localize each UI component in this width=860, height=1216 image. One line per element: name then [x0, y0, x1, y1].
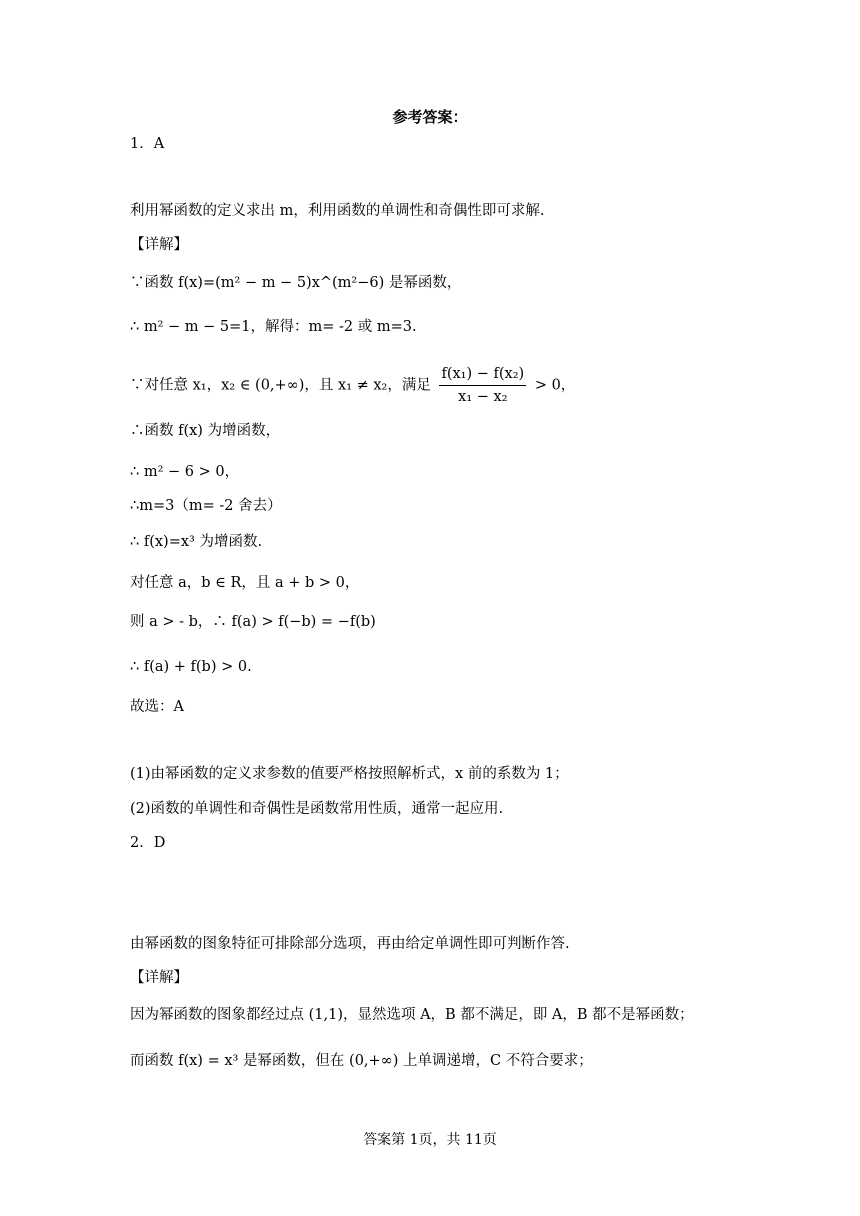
answer-choice-1: 故选：A: [130, 699, 184, 715]
step-increasing: ∴函数 f(x) 为增函数，: [130, 423, 281, 439]
step-graph-point: 因为幂函数的图象都经过点 (1,1)，显然选项 A，B 都不满足，即 A，B 都不是幂函数；: [130, 1007, 694, 1023]
step-conclusion: ∴ f(a) + f(b) > 0.: [130, 659, 252, 675]
step-power-function: ∵函数 f(x)=(m² − m − 5)x^(m²−6) 是幂函数，: [130, 275, 462, 291]
step-any-ab: 对任意 a，b ∈ R，且 a + b > 0，: [130, 575, 360, 591]
difference-quotient: [439, 364, 526, 407]
page-title: 参考答案：: [392, 108, 468, 126]
step-f-cube: ∴ f(x)=x³ 为增函数.: [130, 534, 263, 550]
condition-text: ∵对任意 x₁，x₂ ∈ (0,+∞)，且 x₁ ≠ x₂，满足: [130, 377, 431, 394]
step-condition: [130, 364, 575, 407]
fraction-numerator: f(x₁) − f(x₂): [439, 364, 526, 386]
step-then: 则 a > - b，∴ f(a) > f(−b) = −f(b): [130, 614, 376, 630]
note-1: (1)由幂函数的定义求参数的值要严格按照解析式，x 前的系数为 1；: [130, 766, 569, 782]
step-inequality: ∴ m² − 6 > 0，: [130, 464, 240, 480]
detail-heading-2: 【详解】: [130, 970, 188, 986]
step-solve-m: ∴ m² − m − 5=1，解得：m= -2 或 m=3.: [130, 319, 417, 335]
page-footer: 答案第 1页，共 11页: [363, 1132, 497, 1148]
answer-2: 2．D: [130, 835, 166, 851]
step-m-equals-3: ∴m=3（m= -2 舍去）: [130, 498, 282, 514]
analysis-2: 由幂函数的图象特征可排除部分选项，再由给定单调性即可判断作答.: [130, 936, 570, 952]
detail-heading-1: 【详解】: [130, 237, 188, 253]
condition-inequality: > 0，: [534, 377, 576, 394]
note-2: (2)函数的单调性和奇偶性是函数常用性质，通常一起应用.: [130, 801, 504, 817]
fraction-denominator: x₁ − x₂: [458, 389, 508, 405]
step-option-c: 而函数 f(x) = x³ 是幂函数，但在 (0,+∞) 上单调递增，C 不符合要求；: [130, 1053, 593, 1069]
answer-1: 1．A: [130, 136, 165, 152]
analysis-1: 利用幂函数的定义求出 m，利用函数的单调性和奇偶性即可求解.: [130, 203, 545, 219]
